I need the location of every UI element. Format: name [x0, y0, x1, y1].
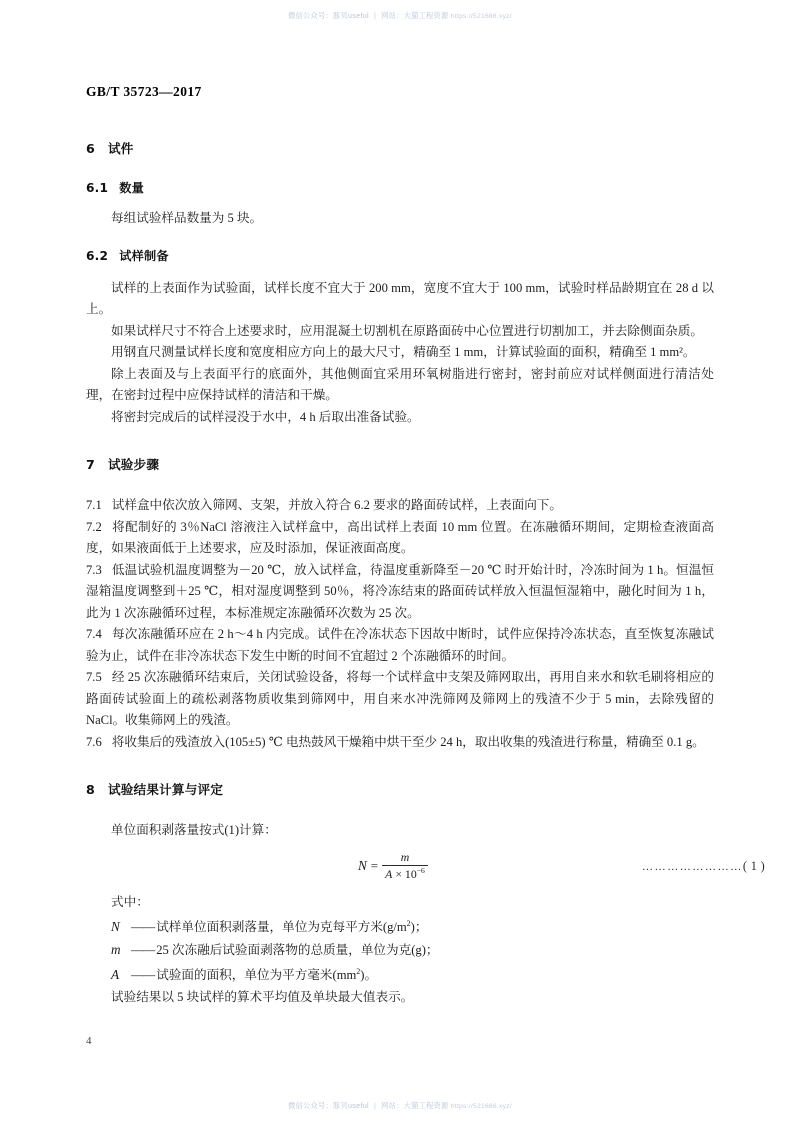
watermark-separator-bottom: |	[373, 1101, 377, 1110]
formula-denominator-base: 10	[404, 866, 417, 881]
paragraph-6-2-4: 除上表面及与上表面平行的底面外，其他侧面宜采用环氧树脂进行密封，密封前应对试样侧面进行清洁处理，在密封过程中应保持试样的清洁和干燥。	[86, 366, 714, 402]
section-heading-6	[86, 138, 714, 157]
step-label-7-1: 7.1	[86, 498, 102, 512]
equation-leader-dots: ……………………	[642, 860, 743, 873]
formula-equals-sign: =	[370, 857, 379, 873]
definition-item-m	[111, 939, 714, 962]
formula-numerator: m	[400, 849, 410, 864]
paragraph-8-intro: 单位面积剥落量按式(1)计算：	[111, 823, 277, 837]
paragraph-6-2-5: 将密封完成后的试样浸没于水中，4 h 后取出准备试验。	[111, 409, 420, 424]
step-text-7-6: 将收集后的残渣放入(105±5) ℃ 电热鼓风干燥箱中烘干至少 24 h，取出收集的残渣进行称量，精确至 0.1 g。	[111, 734, 705, 749]
watermark-url-bottom: https://521686.xyz/	[450, 1103, 512, 1110]
watermark-site-label-bottom: 网站：	[381, 1101, 404, 1110]
formula-fraction	[382, 851, 428, 881]
section-title-6-2: 试样制备	[119, 248, 169, 263]
step-7-3	[86, 560, 714, 625]
watermark-site-name-bottom: 大猫工程资源	[403, 1101, 449, 1110]
paragraph-8-closing: 试验结果以 5 块试样的算术平均值及单块最大值表示。	[111, 989, 414, 1004]
watermark-top	[0, 11, 800, 21]
watermark-bottom	[0, 1101, 800, 1111]
definition-item-n	[111, 913, 714, 939]
step-text-7-3: 低温试验机温度调整为－20 ℃，放入试样盒，待温度重新降至－20 ℃ 时开始计时，冷冻时间为 1 h。恒温恒湿箱温度调整到＋25 ℃，相对湿度调整到 50％，将冷冻结束的路面砖试样放入恒温恒湿箱中，融化时间为 1 h，此为 1 次冻融循环过程，本标准规定冻融循环次数为 25 次。	[86, 562, 714, 620]
step-text-7-5: 经 25 次冻融循环结束后，关闭试验设备，将每一个试样盒中支架及筛网取出，再用自来水和软毛刷将相应的路面砖试验面上的疏松剥落物质收集到筛网中，用自来水冲洗筛网及筛网上的残渣不少于 5 min，去除残留的 NaCl。收集筛网上的残渣。	[86, 670, 714, 727]
section-title-8: 试验结果计算与评定	[107, 782, 224, 797]
step-text-7-2: 将配制好的 3％NaCl 溶液注入试样盒中，高出试样上表面 10 mm 位置。在冻融循环期间，定期检查液面高度，如果液面低于上述要求，应及时添加，保证液面高度。	[86, 519, 714, 555]
paragraph-6-2-2: 如果试样尺寸不符合上述要求时，应用混凝土切割机在原路面砖中心位置进行切割加工，并去除侧面杂质。	[111, 323, 703, 338]
definition-dash-m: ——	[131, 942, 155, 957]
definition-item-a	[111, 961, 714, 987]
section-heading-8	[86, 779, 714, 798]
formula-spalling-per-unit-area	[358, 851, 428, 881]
step-label-7-5: 7.5	[86, 670, 102, 684]
section-heading-6-2	[86, 247, 714, 264]
page-header-standard-code: GB/T 35723—2017	[86, 84, 202, 99]
step-text-7-1: 试样盒中依次放入筛网、支架，并放入符合 6.2 要求的路面砖试样，上表面向下。	[111, 498, 562, 512]
watermark-account-name: 豚贝useful	[333, 11, 369, 20]
watermark-account-label-bottom: 微信公众号：	[288, 1101, 333, 1110]
formula-denominator-times: ×	[395, 866, 402, 881]
section-heading-7	[86, 454, 714, 473]
watermark-site-name: 大猫工程资源	[403, 11, 449, 20]
watermark-account-name-bottom: 豚贝useful	[333, 1101, 369, 1110]
step-7-5	[86, 667, 714, 732]
paragraph-6-2-3: 用钢直尺测量试样长度和宽度相应方向上的最大尺寸，精确至 1 mm，计算试验面的面积，精确至 1 mm²。	[111, 345, 696, 359]
step-label-7-2: 7.2	[86, 519, 102, 534]
page-number: 4	[86, 1035, 92, 1047]
definition-text-a: 试验面的面积，单位为平方毫米(mm	[156, 968, 357, 983]
symbol-definition-list	[86, 913, 714, 987]
section-heading-6-1	[86, 179, 714, 196]
step-label-7-3: 7.3	[86, 562, 102, 577]
formula-row-1	[86, 849, 766, 885]
definition-tail-a: )。	[360, 968, 378, 983]
section-title-6-1: 数量	[119, 181, 144, 195]
watermark-site-label: 网站：	[381, 11, 404, 20]
where-label: 式中：	[111, 894, 149, 909]
step-7-6	[86, 732, 714, 754]
formula-denominator	[382, 866, 428, 881]
definition-sup-a: 2	[356, 967, 361, 977]
watermark-separator: |	[373, 11, 377, 20]
step-7-1	[86, 495, 714, 517]
equation-number-1	[642, 859, 765, 874]
equation-label: ( 1 )	[742, 858, 766, 873]
definition-dash-a: ——	[131, 968, 155, 983]
step-text-7-4: 每次冻融循环应在 2 h～4 h 内完成。试件在冷冻状态下因故中断时，试件应保持冷冻状态，直至恢复冻融试验为止，试件在非冷冻状态下发生中断的时间不宜超过 2 个冻融循环的时间。	[86, 627, 714, 663]
watermark-account-label: 微信公众号：	[288, 11, 333, 20]
definition-dash-n: ——	[131, 920, 155, 935]
definition-tail-n: )；	[410, 920, 428, 935]
formula-denominator-variable: A	[385, 866, 393, 881]
document-body	[86, 138, 766, 1008]
step-7-4	[86, 624, 714, 667]
section-title-7: 试验步骤	[107, 457, 160, 472]
step-label-7-4: 7.4	[86, 627, 102, 641]
formula-lhs-symbol: N	[358, 857, 367, 873]
section-number-6-1: 6.1	[86, 181, 109, 195]
step-7-2	[86, 517, 714, 560]
section-title-6: 试件	[107, 141, 134, 156]
definition-symbol-m: m	[111, 941, 121, 957]
definition-symbol-n: N	[111, 919, 120, 935]
paragraph-6-2-1: 试样的上表面作为试验面，试样长度不宜大于 200 mm，宽度不宜大于 100 mm，试验时样品龄期宜在 28 d 以上。	[86, 280, 714, 316]
definition-text-n: 试样单位面积剥落量，单位为克每平方米(g/m	[156, 920, 407, 935]
watermark-url: https://521686.xyz/	[450, 13, 512, 20]
definition-text-m: 25 次冻融后试验面剥落物的总质量，单位为克(g)；	[156, 942, 439, 957]
definition-sup-n: 2	[406, 919, 411, 928]
formula-denominator-exponent: −6	[416, 865, 425, 875]
section-number-6: 6	[86, 141, 95, 156]
definition-symbol-a: A	[111, 967, 120, 983]
step-label-7-6: 7.6	[86, 734, 102, 749]
section-number-7: 7	[86, 457, 95, 472]
paragraph-6-1-body: 每组试验样品数量为 5 块。	[111, 211, 263, 225]
section-number-8: 8	[86, 782, 95, 797]
section-number-6-2: 6.2	[86, 248, 109, 263]
